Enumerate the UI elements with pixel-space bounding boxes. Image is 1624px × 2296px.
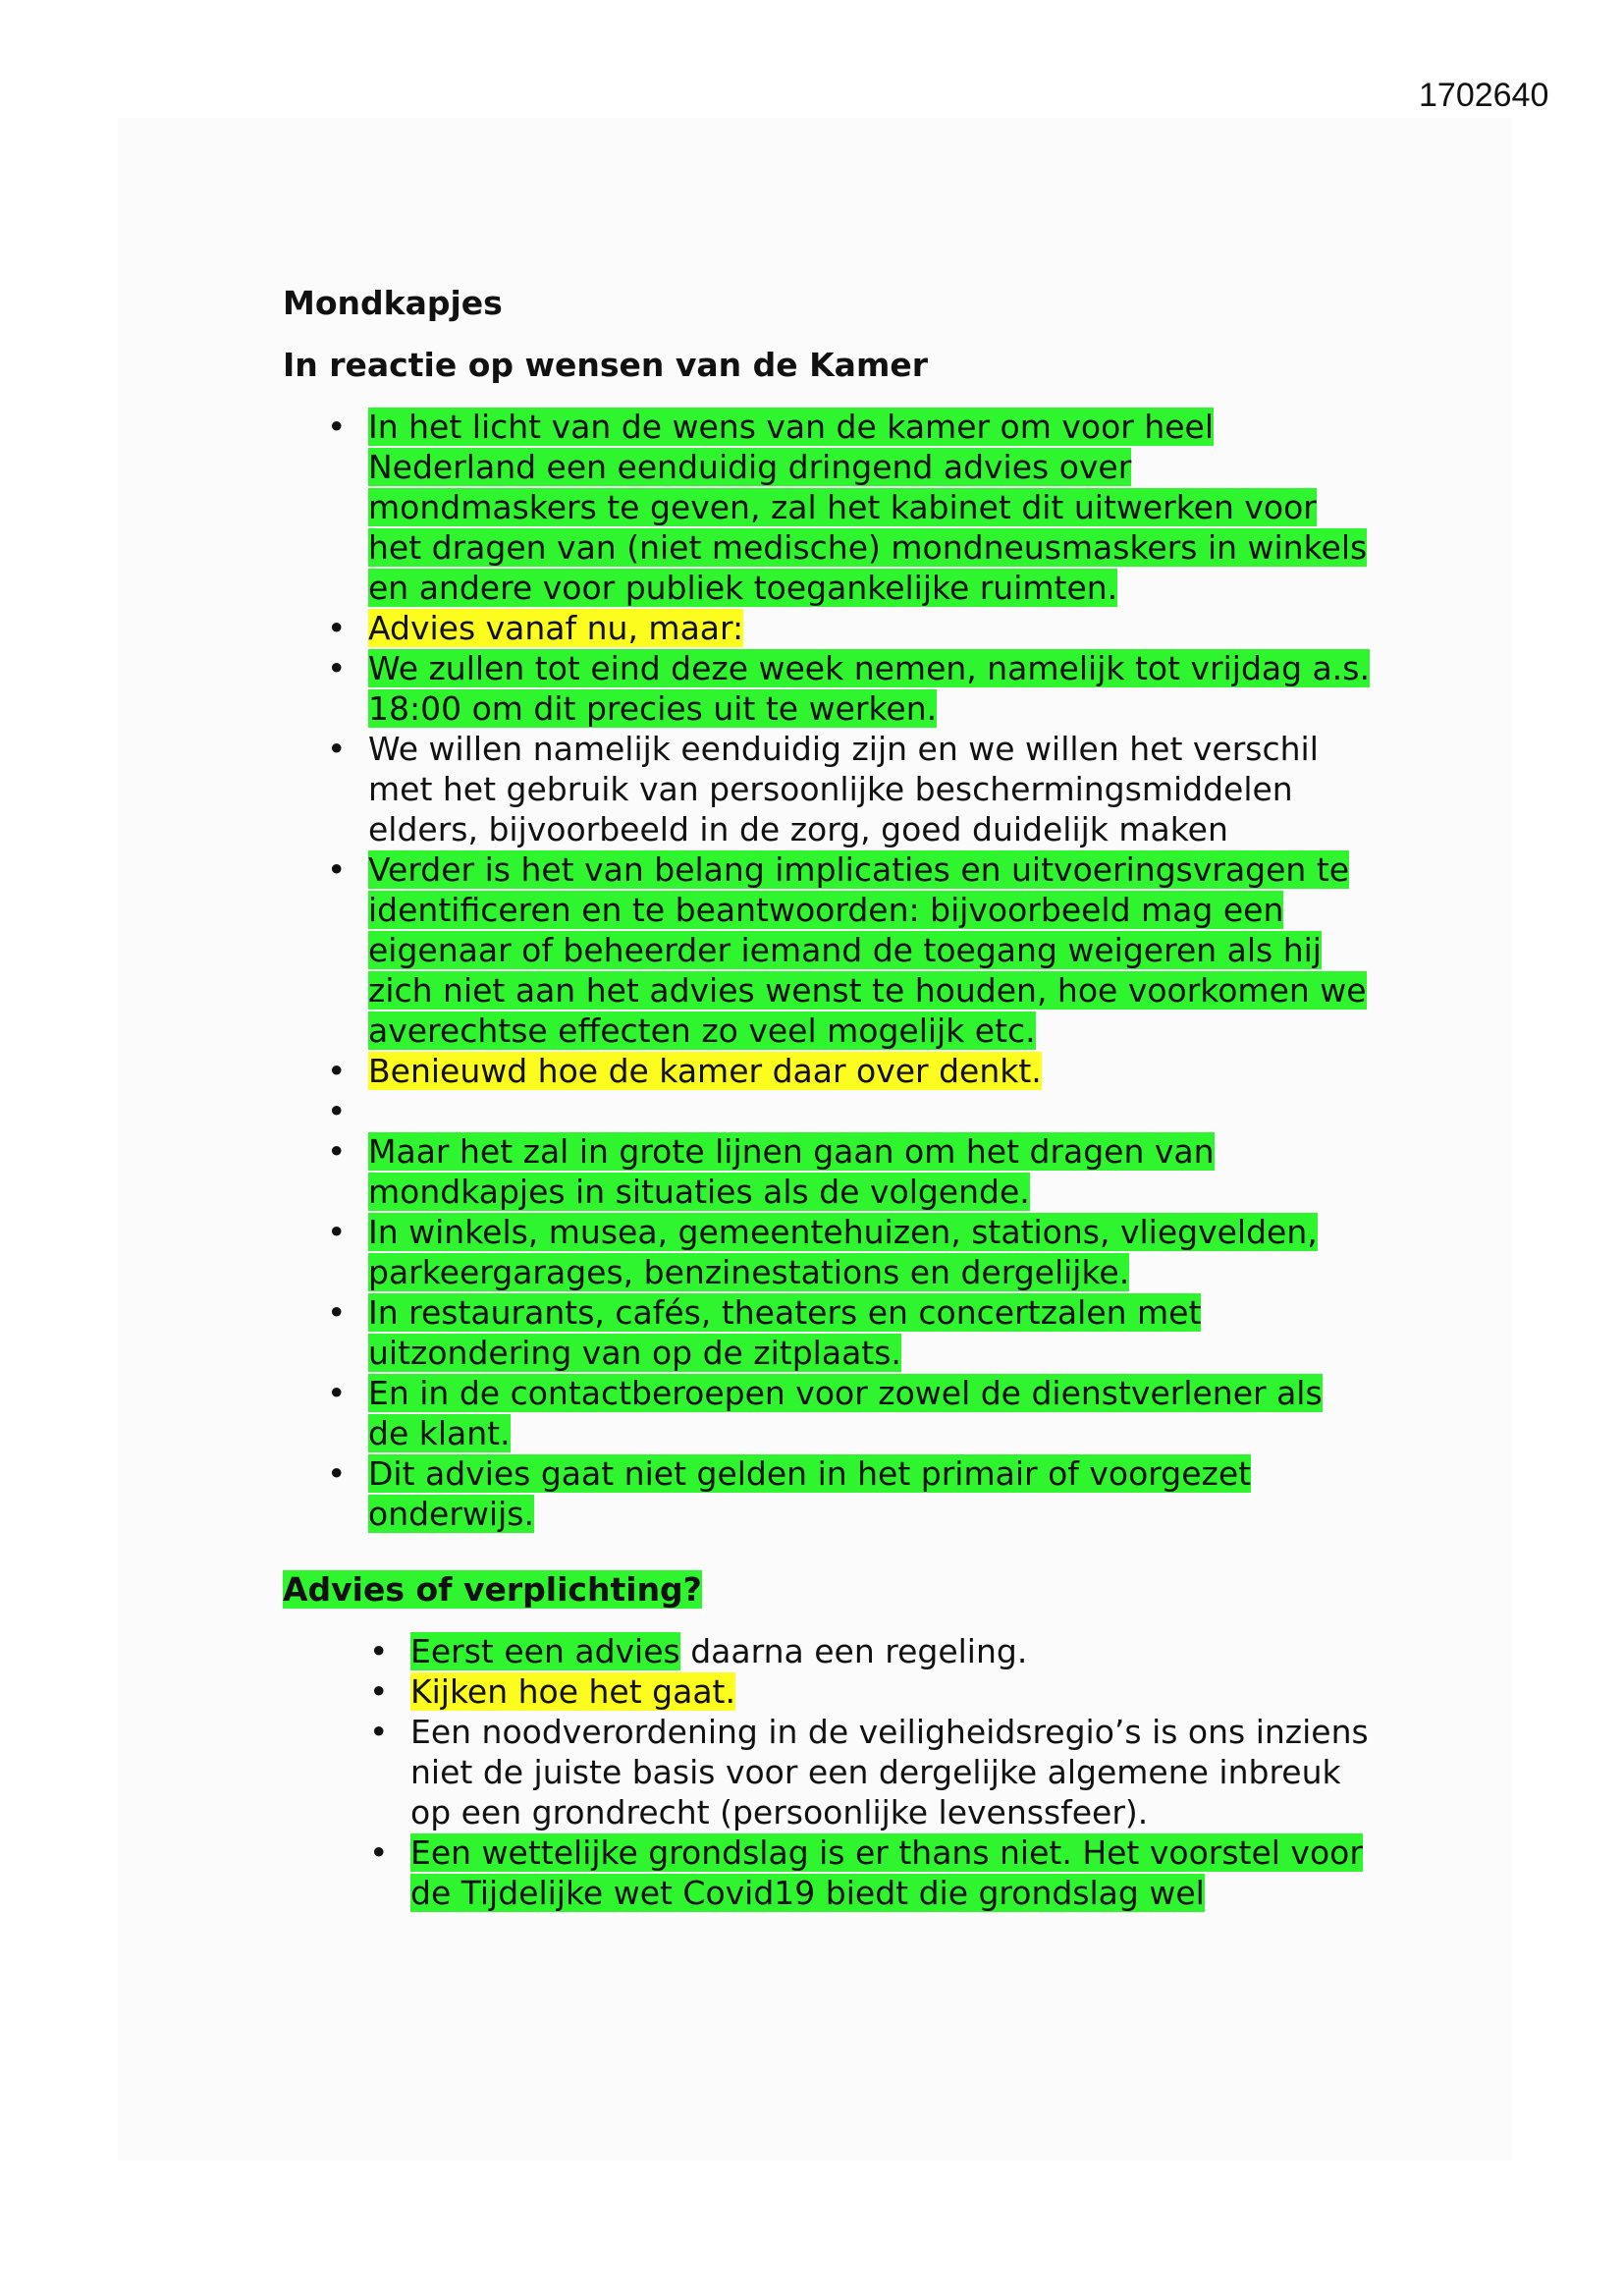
list-item-text: Benieuwd hoe de kamer daar over denkt. xyxy=(368,1052,1042,1090)
list-item-text: daarna een regeling. xyxy=(679,1632,1028,1670)
list-item xyxy=(368,1453,1370,1534)
list-item-text: Een wettelijke grondslag is er thans niet. Het voorstel voor de Tijdelijke wet Covid19 biedt die grondslag wel xyxy=(410,1833,1363,1912)
list-item-text: We willen namelijk eenduidig zijn en we willen het verschil met het gebruik van persoonlijke beschermingsmiddelen elders, bijvoorbeeld in de zorg, goed duidelijk maken xyxy=(368,730,1319,848)
list-item-text: Advies vanaf nu, maar: xyxy=(368,609,744,647)
list-item-text: Dit advies gaat niet gelden in het primair of voorgezet onderwijs. xyxy=(368,1454,1252,1533)
list-item-text: We zullen tot eind deze week nemen, namelijk tot vrijdag a.s. 18:00 om dit precies uit te werken. xyxy=(368,649,1370,728)
list-item xyxy=(368,648,1370,729)
list-item xyxy=(368,1292,1370,1373)
list-item-text: In het licht van de wens van de kamer om voor heel Nederland een eenduidig dringend advies over mondmaskers te geven, zal het kabinet dit uitwerken voor het dragen van (niet medische) mondneusmaskers in winkels en andere voor publiek toegankelijke ruimten. xyxy=(368,408,1368,607)
bullet-list-reactie xyxy=(368,407,1370,1534)
list-item xyxy=(368,729,1370,849)
list-item-text: Maar het zal in grote lijnen gaan om het dragen van mondkapjes in situaties als de volgende. xyxy=(368,1132,1215,1211)
section-subtitle: In reactie op wensen van de Kamer xyxy=(283,346,928,384)
list-item xyxy=(368,407,1370,608)
list-item xyxy=(368,1131,1370,1212)
section-heading-text: Advies of verplichting? xyxy=(283,1570,702,1609)
list-item-text: Een noodverordening in de veiligheidsregio’s is ons inziens niet de juiste basis voor een dergelijke algemene inbreuk op een grondrecht (persoonlijke levenssfeer). xyxy=(410,1713,1369,1831)
list-item-text: Kijken hoe het gaat. xyxy=(410,1672,735,1711)
bullet-list-advies xyxy=(410,1631,1382,1913)
list-item-text-highlighted: Eerst een advies xyxy=(410,1632,680,1670)
list-item xyxy=(368,1373,1370,1453)
list-item xyxy=(368,1212,1370,1292)
list-item-text: En in de contactberoepen voor zowel de dienstverlener als de klant. xyxy=(368,1374,1323,1452)
list-item xyxy=(410,1631,1382,1671)
list-item xyxy=(410,1671,1382,1712)
empty-list-item xyxy=(368,1091,1370,1131)
list-item xyxy=(368,608,1370,648)
list-item-text: In restaurants, cafés, theaters en concertzalen met uitzondering van op de zitplaats. xyxy=(368,1293,1202,1372)
list-item xyxy=(410,1712,1382,1832)
list-item-text: In winkels, musea, gemeentehuizen, stations, vliegvelden, parkeergarages, benzinestations en dergelijke. xyxy=(368,1213,1318,1291)
list-item-text: Verder is het van belang implicaties en uitvoeringsvragen te identificeren en te beantwoorden: bijvoorbeeld mag een eigenaar of beheerder iemand de toegang weigeren als hij zich niet aan het advies wenst te houden, hoe voorkomen we averechtse effecten zo veel mogelijk etc. xyxy=(368,850,1367,1050)
list-item xyxy=(368,849,1370,1051)
section-heading-advies xyxy=(283,1569,1373,1610)
page-number: 1702640 xyxy=(1419,77,1549,114)
page-title: Mondkapjes xyxy=(283,284,503,322)
list-item xyxy=(368,1051,1370,1091)
list-item xyxy=(410,1832,1382,1913)
document-body xyxy=(283,283,1373,1913)
